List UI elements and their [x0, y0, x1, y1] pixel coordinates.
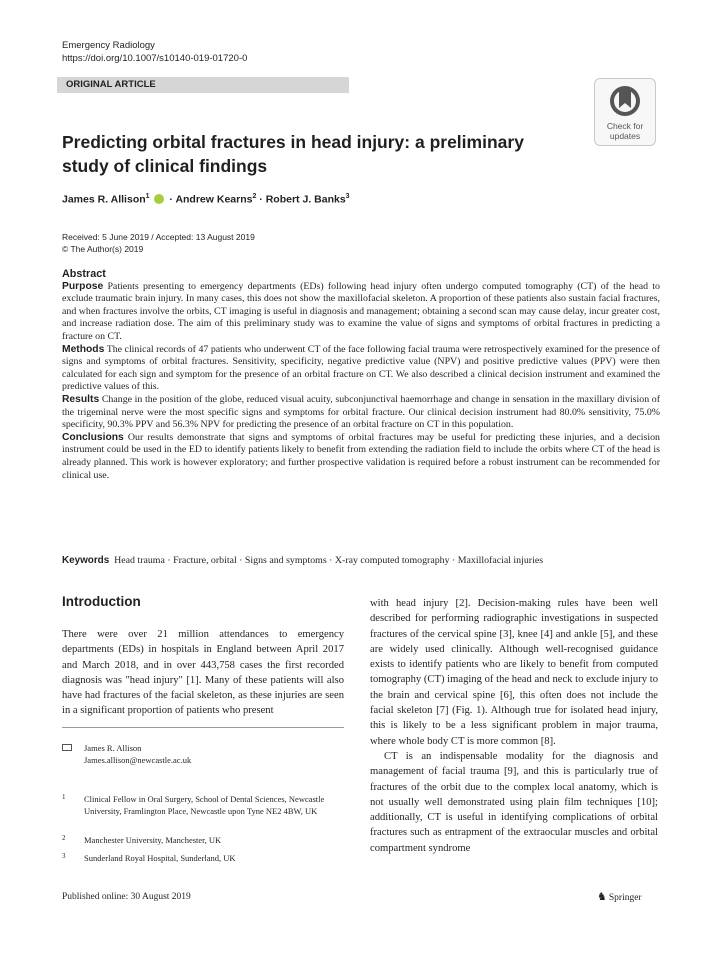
article-title: Predicting orbital fractures in head injury: a preliminary study of clinical findings: [62, 132, 524, 176]
author-affiliation-mark: 2: [252, 193, 257, 200]
introduction-heading: Introduction: [62, 594, 141, 609]
author-separator: ·: [169, 193, 173, 206]
abstract-conclusions: [62, 432, 660, 482]
abstract-section-text: Change in the position of the globe, reduced visual acuity, subconjunctival haemorrhage and change in sensation in the maxillary division of the trigeminal nerve were the most specific signs and symptoms for orbital fracture. Our clinical decision instrument had 80.0% sensitivity, 75.0% specificity, 90.3% PPV and 56.3% NPV for predicting the presence of an orbital fracture on CT in this population.: [62, 393, 660, 431]
envelope-icon: [62, 744, 72, 751]
affiliation-number: 1: [62, 793, 66, 801]
keywords-label: Keywords: [62, 555, 110, 566]
abstract-section-text: Patients presenting to emergency departments (EDs) following head injury often undergo computed tomography (CT) of the head to exclude traumatic brain injury. In many cases, this does not show the maxillofacial skeleton. A proportion of these patients also sustain facial fractures, and when fractures involve the orbits, CT imaging is useful in diagnosis and management; obtaining a second scan may cause delay, incur greater cost, and increase radiation dose. The aim of this preliminary study was to examine the value of signs and symptoms of orbital fractures in predicting a fracture on CT.: [62, 280, 660, 342]
article-dates: [62, 231, 255, 255]
author-name[interactable]: Robert J. Banks: [265, 193, 346, 206]
publisher-logo: [597, 890, 642, 903]
affiliation-number: 2: [62, 834, 66, 842]
intro-paragraph: CT is an indispensable modality for the diagnosis and management of facial trauma [9], and this is particularly true of fractures of the orbit due to the complex local anatomy, which is not usually well demonstrated using plain film techniques [10]; additionally, CT is useful in identifying complications of orbital fractures such as entrapment of the extraocular muscles and orbital compartment syndrome: [370, 750, 658, 854]
received-accepted-dates: Received: 5 June 2019 / Accepted: 13 August 2019: [62, 232, 255, 242]
affiliation-item: [62, 835, 344, 847]
check-updates-icon: [595, 81, 655, 123]
author-affiliation-mark: 1: [145, 193, 150, 200]
journal-header: [62, 39, 247, 65]
abstract-section-label: Methods: [62, 343, 105, 355]
copyright-line: © The Author(s) 2019: [62, 244, 144, 254]
affiliation-number: 3: [62, 852, 66, 860]
correspondence-name: James R. Allison: [84, 743, 142, 753]
published-online-date: Published online: 30 August 2019: [62, 892, 191, 902]
abstract-purpose: [62, 281, 660, 344]
publisher-name: Springer: [608, 893, 642, 903]
intro-right-column: [370, 596, 658, 856]
abstract-results: [62, 394, 660, 432]
affiliation-text: Clinical Fellow in Oral Surgery, School of Dental Sciences, Newcastle University, Framlington Place, Newcastle upon Tyne NE2 4BW, UK: [84, 794, 325, 816]
footnote-divider: [62, 727, 344, 728]
check-for-updates-badge[interactable]: [594, 78, 656, 146]
abstract-section-label: Results: [62, 393, 100, 405]
author-separator: ·: [259, 193, 263, 206]
keywords-text: Head trauma · Fracture, orbital · Signs and symptoms · X-ray computed tomography · Maxillofacial injuries: [114, 555, 544, 566]
correspondence-note: [62, 742, 344, 768]
intro-paragraph: with head injury [2]. Decision-making rules have been well described for performing radiographic investigations in suspected fractures of the cervical spine [3], knee [4] and ankle [5], and these are widely used clinically. Although well-recognised guidance exists to identify patients who are likely to benefit from computed tomography (CT) imaging of the head and neck to exclude injury to the brain and cervical spine [6], this often does not include the facial skeleton [7] (Fig. 1). Although true for isolated head injury, this is likely to be a less significant problem in major trauma, where whole body CT is more common [8].: [370, 598, 658, 747]
abstract-methods: [62, 344, 660, 394]
author-name[interactable]: James R. Allison: [62, 193, 146, 206]
affiliation-text: Sunderland Royal Hospital, Sunderland, UK: [84, 853, 236, 863]
springer-horse-icon: ♞: [597, 891, 607, 903]
affiliation-item: [62, 794, 344, 830]
intro-paragraph: There were over 21 million attendances to emergency departments (EDs) in hospitals in England between April 2017 and March 2018, and in over 443,758 cases the first recorded diagnosis was "head injury" [1]. Many of these patients will also have had fractures of the facial skeleton, as these injuries are seen in a significant proportion of patients who present: [62, 629, 344, 717]
affiliation-item: [62, 853, 344, 865]
abstract-section-text: The clinical records of 47 patients who underwent CT of the face following facial trauma were retrospectively examined for the presence of signs and symptoms of orbital fractures. Sensitivity, specificity, negative predictive value (NPV) and positive predictive values (PPV) were then calculated for each sign and symptom for the presence of an orbital fracture on CT. We also described a clinical decision instrument and examined the predictive values of this.: [62, 343, 660, 393]
author-list: [62, 193, 350, 206]
intro-left-column: [62, 627, 344, 719]
affiliation-text: Manchester University, Manchester, UK: [84, 835, 222, 845]
abstract-section-text: Our results demonstrate that signs and symptoms of orbital fractures may be useful for predicting these injuries, and a decision instrument could be used in the ED to identify patients likely to benefit from extending the radiation field to include the orbits where CT of the head is already planned. This work is however exploratory; and further prospective validation is required before a robust instrument can be recommended for clinical use.: [62, 431, 660, 481]
abstract-section-label: Conclusions: [62, 431, 124, 443]
abstract-heading: Abstract: [62, 268, 106, 280]
keywords-line: [62, 555, 660, 566]
orcid-icon[interactable]: [154, 194, 164, 204]
abstract-block: [62, 268, 660, 482]
doi-link[interactable]: https://doi.org/10.1007/s10140-019-01720-0: [62, 53, 248, 64]
check-updates-label: Check for updates: [606, 121, 644, 141]
author-affiliation-mark: 3: [345, 193, 350, 200]
journal-name: Emergency Radiology: [62, 40, 155, 51]
abstract-section-label: Purpose: [62, 280, 104, 292]
author-name[interactable]: Andrew Kearns: [175, 193, 253, 206]
article-type-banner: ORIGINAL ARTICLE: [57, 77, 349, 93]
correspondence-email[interactable]: James.allison@newcastle.ac.uk: [84, 755, 192, 765]
